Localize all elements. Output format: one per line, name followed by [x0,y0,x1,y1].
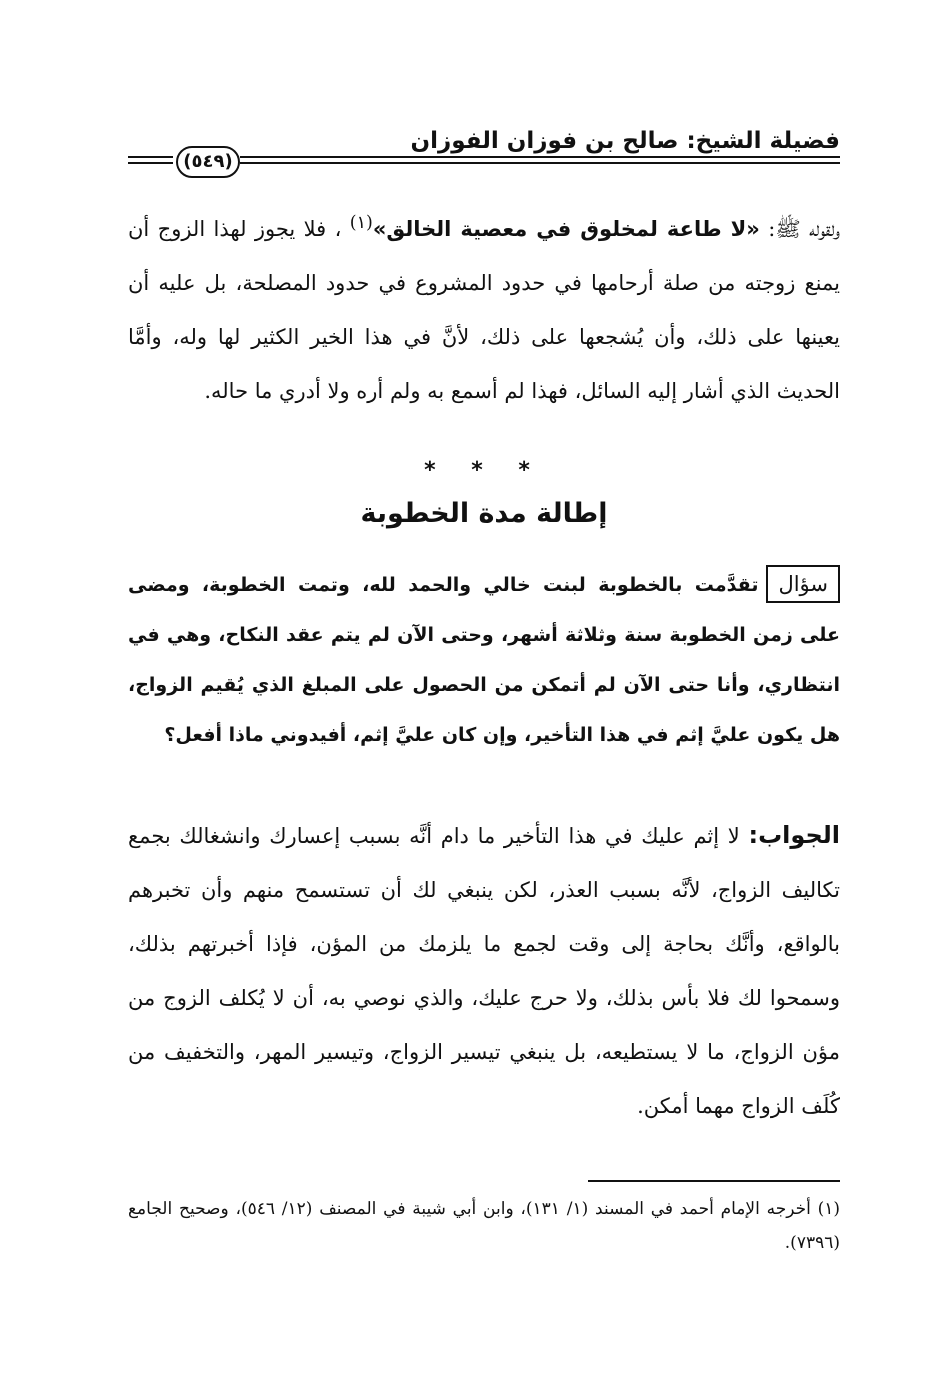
question-text: تقدَّمت بالخطوبة لبنت خالي والحمد لله، وتمت الخطوبة، ومضى على زمن الخطوبة سنة وثلاثة أشهر، وحتى الآن لم يتم عقد النكاح، وهي في انتظاري، وأنا حتى الآن لم أتمكن من الحصول على المبلغ الذي يُقيم الزواج، هل يكون عليَّ إثم في هذا التأخير، وإن كان عليَّ إثم، أفيدوني ماذا أفعل؟ [128,574,840,746]
answer-text: لا إثم عليك في هذا التأخير ما دام أنَّه بسبب إعسارك وانشغالك بجمع تكاليف الزواج، لأنَّه بسبب العذر، لكن ينبغي لك أن تستسمح منهم وأن تخبرهم بالواقع، وأنَّك بحاجة إلى وقت لجمع ما يلزمك من المؤن، فإذا أخبرتهم بذلك، وسمحوا لك فلا بأس بذلك، ولا حرج عليك، والذي نوصي به، أن لا يُكلف الزوج من مؤن الزواج، ما لا يستطيعه، بل ينبغي تيسير الزواج، وتيسير المهر، والتخفيف من كُلَف الزواج مهما أمكن. [128,824,840,1118]
page-number: (٥٤٩) [176,146,240,178]
running-header-title: فضيلة الشيخ: صالح بن فوزان الفوزان [410,128,840,154]
section-separator: * * * [424,458,544,483]
question-label: سؤال [766,565,840,603]
hadith-quote: «لا طاعة لمخلوق في معصية الخالق» [372,217,760,241]
footnote-marker[interactable]: (١) [349,213,373,233]
answer-paragraph [128,808,840,1133]
footnote-divider [588,1180,840,1182]
intro-paragraph [128,196,840,418]
footnote: (١) أخرجه الإمام أحمد في المسند (١/ ١٣١)، وابن أبي شيبة في المصنف (١٢/ ٥٤٦)، وصحيح الجامع (٧٣٩٦). [128,1199,840,1253]
intro-rest: ، فلا يجوز لهذا الزوج أن يمنع زوجته من صلة أرحامها في حدود المشروع في حدود المصلحة، بل عليه أن يعينها على ذلك، وأن يُشجعها على ذلك، لأنَّ في هذا الخير الكثير لها وله، وأمَّا الحديث الذي أشار إليه السائل، فهذا لم أسمع به ولم أره ولا أدري ما حاله. [128,217,840,403]
answer-label: الجواب: [748,821,840,849]
header-rule [128,150,840,174]
question-paragraph [128,560,840,760]
header-rule-long [240,156,840,164]
header-rule-short [128,156,173,164]
section-title: إطالة مدة الخطوبة [360,498,608,529]
intro-lead: ولقوله ﷺ: [759,217,840,241]
